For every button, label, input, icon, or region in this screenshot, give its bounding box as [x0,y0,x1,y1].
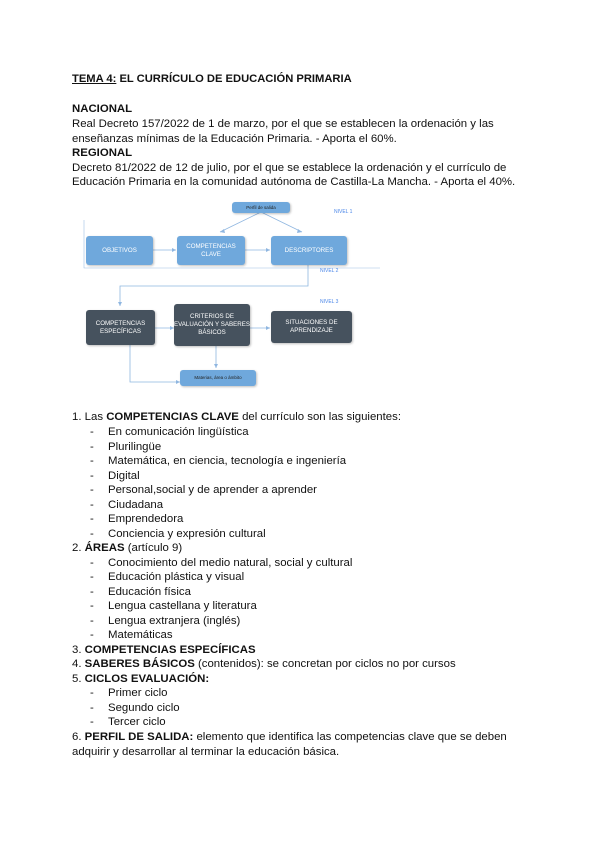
item-6-line-2: adquirir y desarrollar al terminar la educación básica. [72,746,340,758]
item-1-bold: COMPETENCIAS CLAVE [106,411,239,423]
competencia-item: - Digital [90,470,140,482]
materias-box: Materias, área o ámbito [180,370,256,386]
competencia-item: - Plurilingüe [90,441,162,453]
item-2: 2. ÁREAS (artículo 9) [72,542,183,554]
title-topic: TEMA 4: [72,73,117,85]
nivel-1-label: NIVEL 1 [334,209,353,215]
regional-heading: REGIONAL [72,147,133,159]
nivel-2-label: NIVEL 2 [320,268,339,274]
nacional-line-1: Real Decreto 157/2022 de 1 de marzo, por el que se establecen la ordenación y las [72,118,494,130]
competencia-item: - Ciudadana [90,499,164,511]
item-1-num: 1. Las [72,411,107,423]
regional-line-2: Educación Primaria en la comunidad autónoma de Castilla-La Mancha. - Aporta el 40%. [72,176,516,188]
nacional-heading: NACIONAL [72,103,133,115]
item-1 [72,410,401,425]
competencias-especificas-box: COMPETENCIAS ESPECÍFICAS [86,310,155,345]
page-title [72,72,352,87]
area-item: - Matemáticas [90,629,173,641]
area-item: - Lengua castellana y literatura [90,600,257,612]
competencia-item: - En comunicación lingüística [90,426,249,438]
item-6: 6. PERFIL DE SALIDA: elemento que identifica las competencias clave que se deben [72,731,507,743]
nacional-line-2: enseñanzas mínimas de la Educación Primaria. - Aporta el 60%. [72,133,397,145]
competencia-item: - Matemática, en ciencia, tecnología e ingeniería [90,455,347,467]
competencias-clave-box: COMPETENCIAS CLAVE [177,236,245,265]
descriptores-box: DESCRIPTORES [271,236,347,265]
competencia-item: - Conciencia y expresión cultural [90,528,266,540]
item-3: 3. COMPETENCIAS ESPECÍFICAS [72,644,256,656]
ciclo-item: - Tercer ciclo [90,716,166,728]
area-item: - Educación plástica y visual [90,571,245,583]
competencia-item: - Personal,social y de aprender a aprender [90,484,317,496]
criterios-saberes-box: CRITERIOS DE EVALUACIÓN Y SABERES BÁSICOS [174,304,250,346]
area-item: - Conocimiento del medio natural, social y cultural [90,557,353,569]
situaciones-aprendizaje-box: SITUACIONES DE APRENDIZAJE [271,311,352,343]
objetivos-box: OBJETIVOS [86,236,153,265]
area-item: - Lengua extranjera (inglés) [90,615,241,627]
ciclo-item: - Primer ciclo [90,687,168,699]
perfil-salida-box: Perfil de salida [232,202,290,213]
ciclo-item: - Segundo ciclo [90,702,180,714]
item-1-rest: del currículo son las siguientes: [238,411,401,423]
curriculum-diagram [80,200,390,395]
title-text: EL CURRÍCULO DE EDUCACIÓN PRIMARIA [116,73,352,85]
competencia-item: - Emprendedora [90,513,184,525]
item-5: 5. CICLOS EVALUACIÓN: [72,673,210,685]
item-4: 4. SABERES BÁSICOS (contenidos): se concretan por ciclos no por cursos [72,658,456,670]
area-item: - Educación física [90,586,191,598]
nivel-3-label: NIVEL 3 [320,299,339,305]
regional-line-1: Decreto 81/2022 de 12 de julio, por el que se establece la ordenación y el currículo de [72,162,507,174]
diagram-connectors [80,200,390,395]
